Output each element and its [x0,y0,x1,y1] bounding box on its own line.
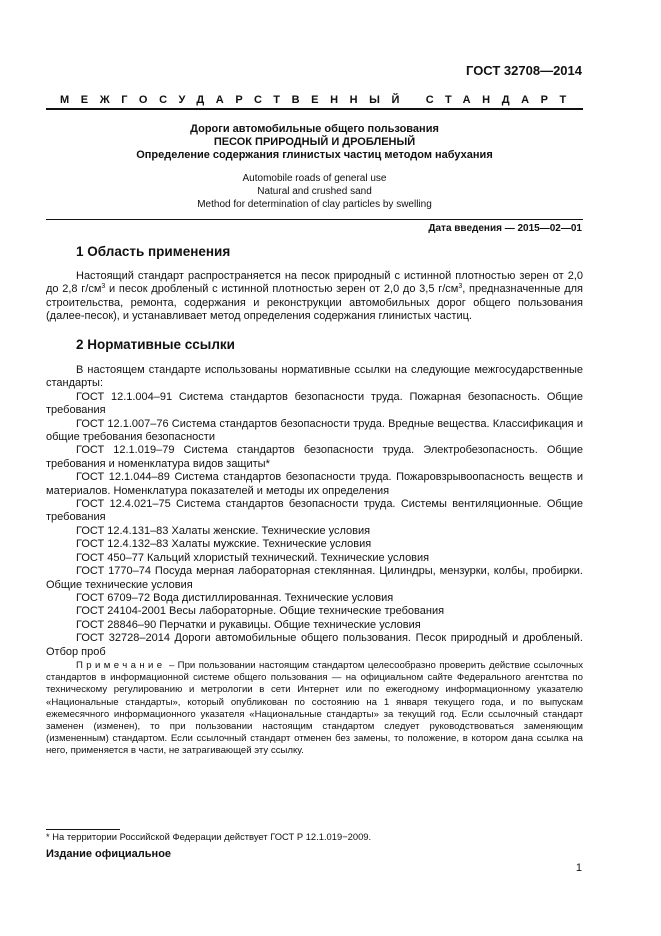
title-ru-line-3: Определение содержания глинистых частиц методом набухания [136,149,493,161]
title-rule [46,219,583,220]
footnote-rule [46,829,120,830]
section-2-intro: В настоящем стандарте использованы нормативные ссылки на следующие межгосударственные стандарты: [46,364,583,390]
section-1-heading: 1 Область применения [76,244,231,259]
unit-superscript: 3 [458,283,463,291]
reference-list [46,391,583,659]
reference-item: ГОСТ 12.1.007–76 Система стандартов безопасности труда. Вредные вещества. Классификация и общие требования безопасности [46,417,583,444]
section-2-body [46,364,583,659]
scope-text-part-1: Настоящий стандарт распространяется на песок природный с истинной плотностью зерен от 2,0 до 2,8 г/см [46,270,583,296]
title-ru-line-2: ПЕСОК ПРИРОДНЫЙ И ДРОБЛЕНЫЙ [213,136,416,148]
reference-item: ГОСТ 1770–74 Посуда мерная лабораторная стеклянная. Цилиндры, мензурки, колбы, пробирки. Общие технические условия [46,565,583,591]
edition-label: Издание официальное [46,848,172,860]
title-en-line-3: Method for determination of clay particles by swelling [197,199,432,210]
unit-superscript: 3 [101,283,106,291]
note-text: – При пользовании настоящим стандартом целесообразно проверить действие ссылочных стандартов в информационной системе общего пользования — на официальном сайте Федерального агентства по техническому регулированию и метрологии в сети Интернет или по ежегодному информационному указателю «Национальные стандарты», который опубликован по состоянию на 1 января текущего года, и по выпускам ежемесячного информационного указателя «Национальные стандарты» за текущий год. Если ссылочный стандарт заменен (изменен), то при пользовании настоящим стандартом следует руководствоваться заменяющим (измененным) стандартом. Если ссылочный стандарт отменен без замены, то положение, в котором дана ссылка на него, применяется в части, не затрагивающей эту ссылку. [46,660,583,757]
title-en-line-2: Natural and crushed sand [257,186,372,197]
scope-text-part-2: и песок дробленый с истинной плотностью зерен от 2,0 до 3,5 г/см [105,283,459,296]
reference-item: ГОСТ 12.1.044–89 Система стандартов безопасности труда. Пожаровзрывоопасность веществ и материалов. Номенклатура показателей и методы их определения [46,471,583,497]
reference-item: ГОСТ 24104-2001 Весы лабораторные. Общие технические требования [76,605,445,618]
note-lead: Примечание [76,660,166,671]
title-russian [46,123,583,162]
title-en-line-1: Automobile roads of general use [242,173,387,184]
standard-code: ГОСТ 32708—2014 [466,63,582,78]
effective-date: Дата введения — 2015—02—01 [428,223,582,234]
scope-text-part-3: , предназначенные для строительства, ремонта, содержания и реконструкции автомобильных дорог общего пользования (далее-песок), и устанавливает метод определения содержания глинистых частиц. [46,283,583,323]
page-number: 1 [575,862,582,874]
reference-item: ГОСТ 12.1.004–91 Система стандартов безопасности труда. Пожарная безопасность. Общие требования [46,390,583,417]
reference-item: ГОСТ 28846–90 Перчатки и рукавицы. Общие технические условия [76,618,421,631]
reference-item: ГОСТ 32728–2014 Дороги автомобильные общего пользования. Песок природный и дробленый. Отбор проб [46,632,583,658]
reference-item: ГОСТ 12.4.132–83 Халаты мужские. Технические условия [76,538,372,551]
section-1-body [46,270,583,324]
title-english [46,172,583,211]
section-1-paragraph [46,270,583,324]
section-2-heading: 2 Нормативные ссылки [76,337,235,352]
reference-item: ГОСТ 6709–72 Вода дистиллированная. Технические условия [76,591,394,604]
reference-item: ГОСТ 12.4.021–75 Система стандартов безопасности труда. Системы вентиляционные. Общие требования [46,498,583,524]
title-ru-line-1: Дороги автомобильные общего пользования [190,123,439,135]
interstate-standard-label: МЕЖГОСУДАРСТВЕННЫЙ СТАНДАРТ [60,94,578,106]
reference-item: ГОСТ 450–77 Кальций хлористый технический. Технические условия [76,551,430,564]
footnote: * На территории Российской Федерации действует ГОСТ Р 12.1.019−2009. [46,831,372,842]
note-paragraph [46,660,583,758]
reference-item: ГОСТ 12.4.131–83 Халаты женские. Технические условия [76,524,371,537]
reference-item: ГОСТ 12.1.019–79 Система стандартов безопасности труда. Электробезопасность. Общие требования и номенклатура видов защиты* [46,444,583,470]
header-rule [46,108,583,110]
